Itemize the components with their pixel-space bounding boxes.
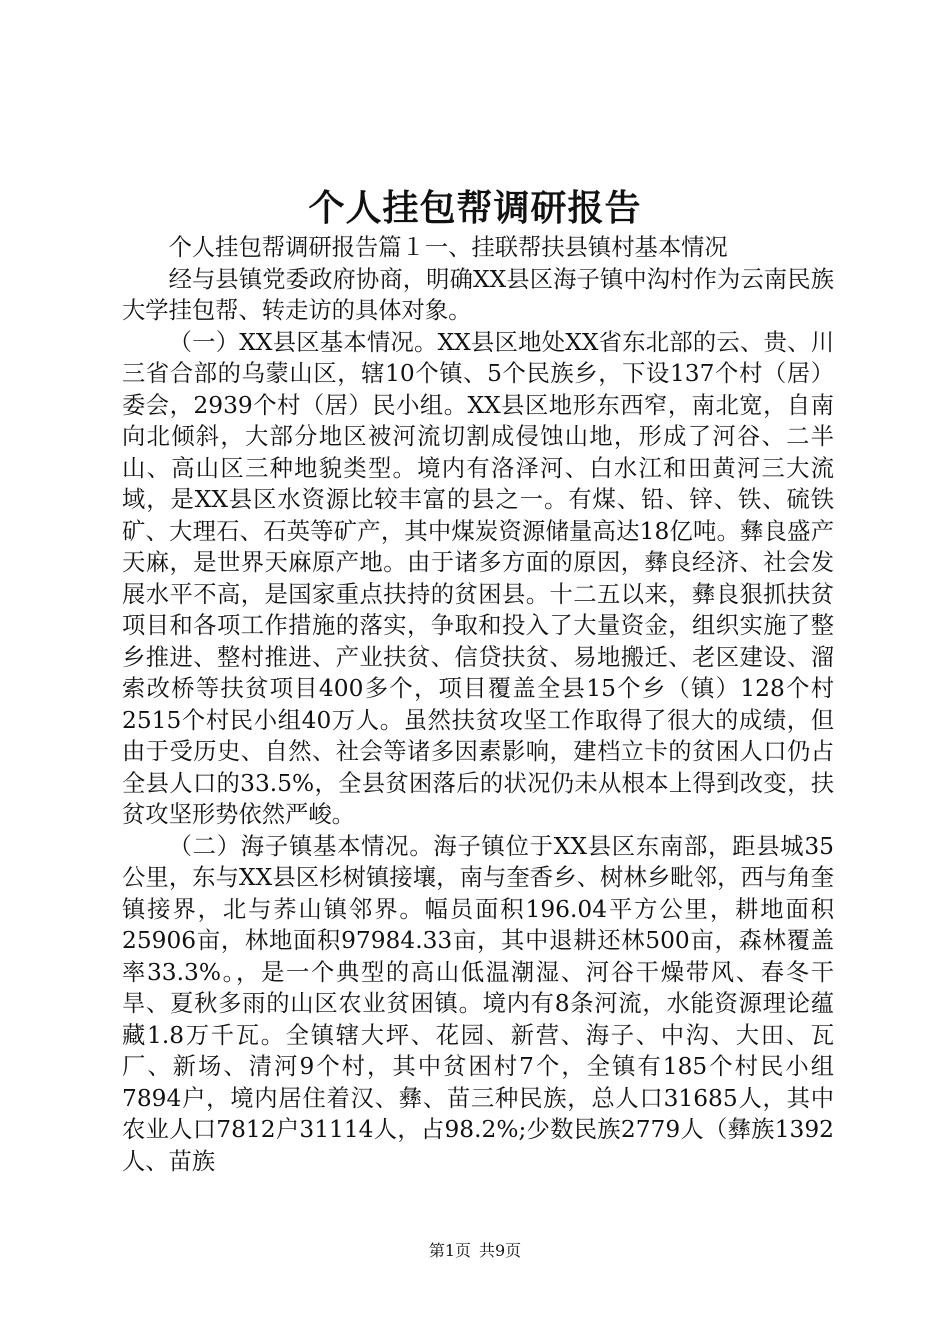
page-number: 第1页 <box>428 1241 471 1260</box>
page-total: 共9页 <box>479 1241 522 1260</box>
page-footer <box>0 1240 950 1262</box>
paragraph-target: 经与县镇党委政府协商，明确XX县区海子镇中沟村作为云南民族大学挂包帮、转走访的具体对象。 <box>122 265 834 324</box>
paragraph-town-overview: （二）海子镇基本情况。海子镇位于XX县区东南部，距县城35公里，东与XX县区杉树镇接壤，南与奎香乡、树林乡毗邻，西与角奎镇接界，北与荞山镇邻界。幅员面积196.04平方公里，耕地面积25906亩，林地面积97984.33亩，其中退耕还林500亩，森林覆盖率33.3%。，是一个典型的高山低温潮湿、河谷干燥带风、春冬干旱、夏秋多雨的山区农业贫困镇。境内有8条河流，水能资源理论蕴藏1.8万千瓦。全镇辖大坪、花园、新营、海子、中沟、大田、瓦厂、新场、清河9个村，其中贫困村7个，全镇有185个村民小组7894户，境内居住着汉、彝、苗三种民族，总人口31685人，其中农业人口7812户31114人，占98.2%;少数民族2779人（彝族1392人、苗族 <box>122 832 834 1175</box>
paragraph-intro: 个人挂包帮调研报告篇１一、挂联帮扶县镇村基本情况 <box>168 234 728 261</box>
document-title: 个人挂包帮调研报告 <box>308 187 642 229</box>
document-body <box>122 232 834 1177</box>
paragraph-county-overview: （一）XX县区基本情况。XX县区地处XX省东北部的云、贵、川三省合部的乌蒙山区，辖10个镇、5个民族乡，下设137个村（居）委会，2939个村（居）民小组。XX县区地形东西窄，南北宽，自南向北倾斜，大部分地区被河流切割成侵蚀山地，形成了河谷、二半山、高山区三种地貌类型。境内有洛泽河、白水江和田黄河三大流域，是XX县区水资源比较丰富的县之一。有煤、铅、锌、铁、硫铁矿、大理石、石英等矿产，其中煤炭资源储量高达18亿吨。彝良盛产天麻，是世界天麻原产地。由于诸多方面的原因，彝良经济、社会发展水平不高，是国家重点扶持的贫困县。十二五以来，彝良狠抓扶贫项目和各项工作措施的落实，争取和投入了大量资金，组织实施了整乡推进、整村推进、产业扶贫、信贷扶贫、易地搬迁、老区建设、溜索改桥等扶贫项目400多个，项目覆盖全县15个乡（镇）128个村2515个村民小组40万人。虽然扶贫攻坚工作取得了很大的成绩，但由于受历史、自然、社会等诸多因素影响，建档立卡的贫困人口仍占全县人口的33.5%，全县贫困落后的状况仍未从根本上得到改变，扶贫攻坚形势依然严峻。 <box>122 328 834 828</box>
